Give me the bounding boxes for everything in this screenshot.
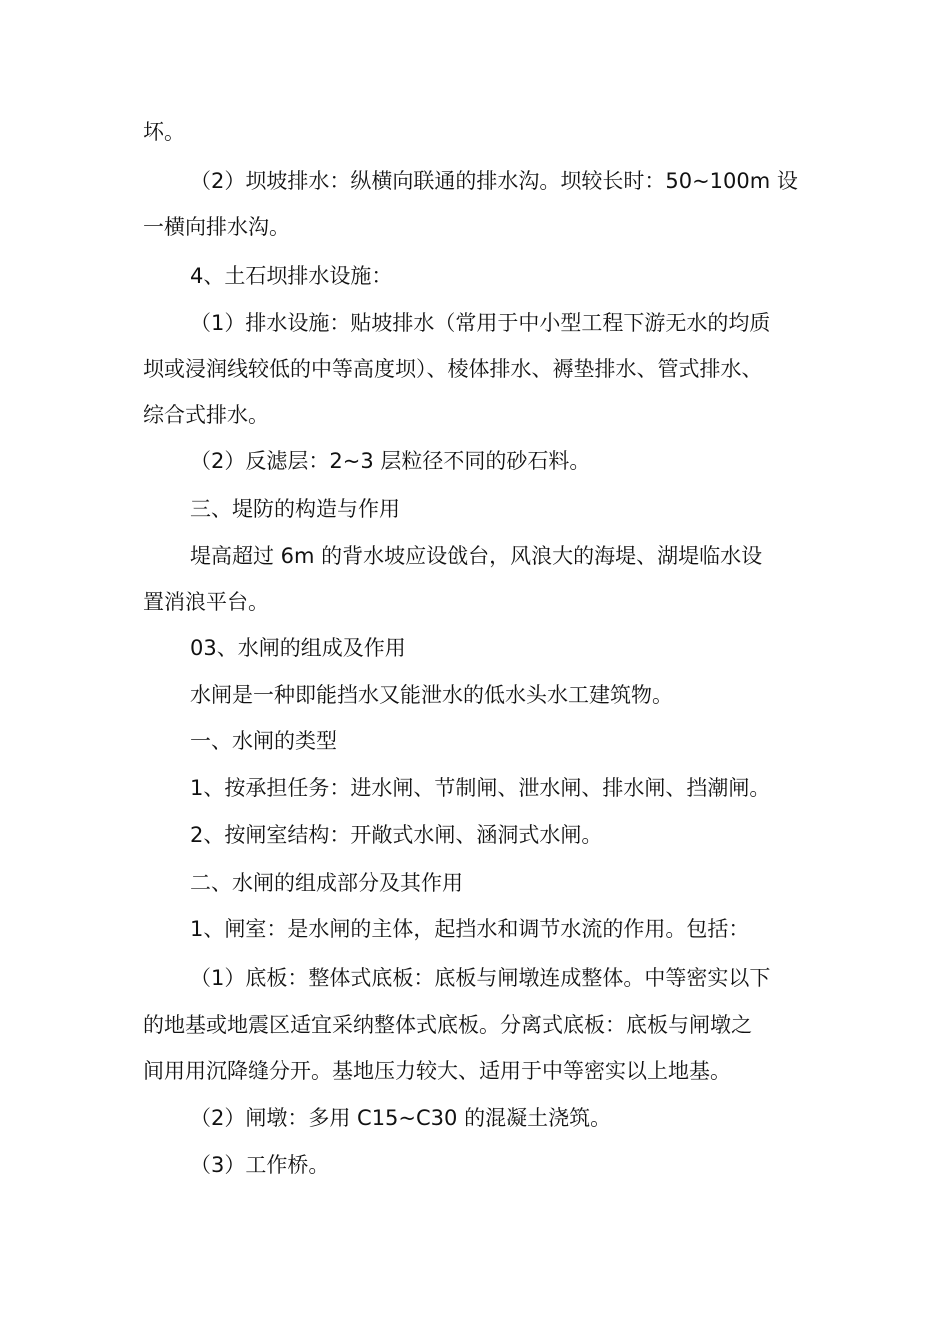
text-line: 置消浪平台。: [143, 590, 269, 614]
text-line: （2）闸墩：多用 C15~C30 的混凝土浇筑。: [190, 1106, 612, 1130]
text-line: （1）排水设施：贴坡排水（常用于中小型工程下游无水的均质: [190, 311, 771, 335]
text-line: 一横向排水沟。: [143, 215, 290, 239]
text-line: 2、按闸室结构：开敞式水闸、涵洞式水闸。: [190, 823, 603, 847]
text-line: 4、土石坝排水设施：: [190, 264, 393, 288]
text-line: 坝或浸润线较低的中等高度坝）、棱体排水、褥垫排水、管式排水、: [143, 357, 763, 381]
section-heading: 03、水闸的组成及作用: [190, 636, 406, 660]
text-line: 1、按承担任务：进水闸、节制闸、泄水闸、排水闸、挡潮闸。: [190, 776, 771, 800]
text-line: 堤高超过 6m 的背水坡应设戗台，风浪大的海堤、湖堤临水设: [190, 544, 763, 568]
text-line: 的地基或地震区适宜采纳整体式底板。分离式底板：底板与闸墩之: [143, 1013, 752, 1037]
text-line: （2）坝坡排水：纵横向联通的排水沟。坝较长时：50~100m 设: [190, 169, 798, 193]
text-line: 水闸是一种即能挡水又能泄水的低水头水工建筑物。: [190, 683, 673, 707]
text-line: 1、闸室：是水闸的主体，起挡水和调节水流的作用。包括：: [190, 917, 750, 941]
section-heading: 二、水闸的组成部分及其作用: [190, 871, 463, 895]
text-line: （1）底板：整体式底板：底板与闸墩连成整体。中等密实以下: [190, 966, 771, 990]
section-heading: 一、水闸的类型: [190, 729, 337, 753]
text-line: （3）工作桥。: [190, 1153, 330, 1177]
text-line: （2）反滤层：2~3 层粒径不同的砂石料。: [190, 449, 591, 473]
text-line: 间用用沉降缝分开。基地压力较大、适用于中等密实以上地基。: [143, 1059, 731, 1083]
section-heading: 三、堤防的构造与作用: [190, 497, 400, 521]
text-line: 坏。: [143, 120, 185, 144]
text-line: 综合式排水。: [143, 403, 269, 427]
